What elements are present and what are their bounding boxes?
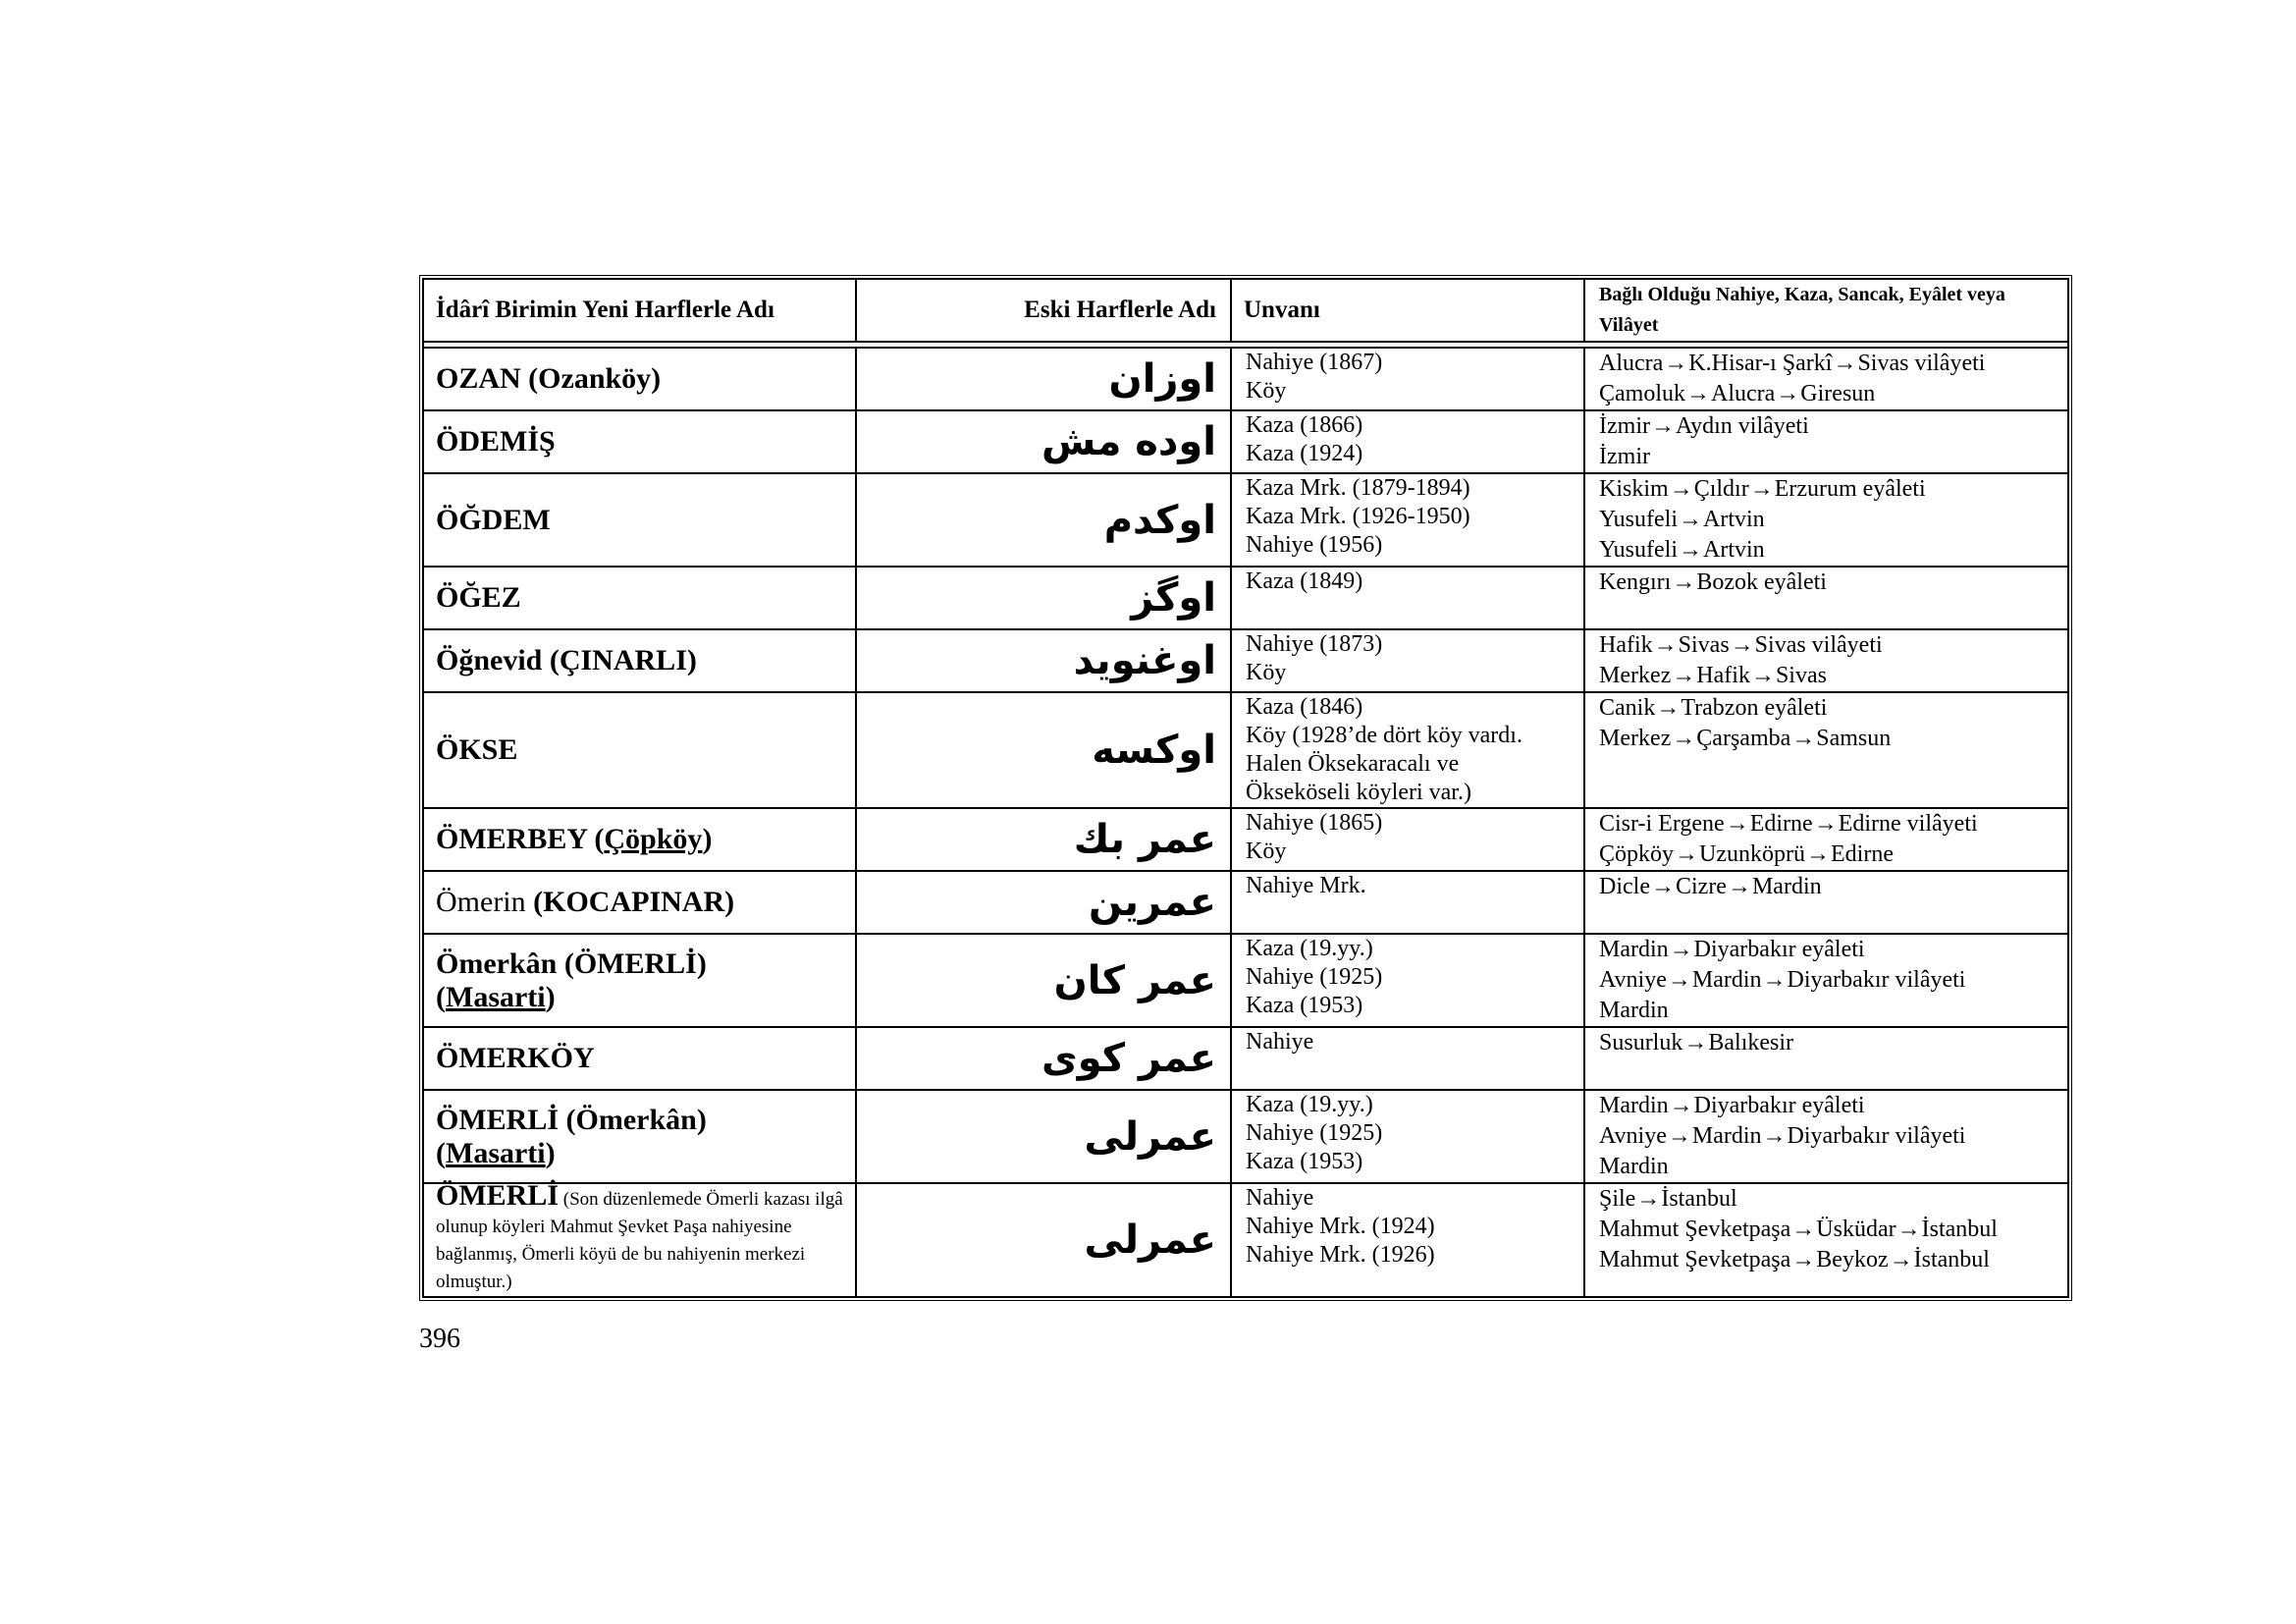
parent-line <box>1599 1028 2054 1058</box>
old-name-text: اوده مش <box>1041 419 1216 464</box>
parent-segment: Beykoz <box>1816 1247 1889 1272</box>
arrow-right-icon: → <box>1776 381 1800 406</box>
parent-segment: Edirne vilâyeti <box>1838 811 1978 837</box>
cell-name <box>423 692 856 808</box>
parent-segment: İzmir <box>1599 444 1650 469</box>
parent-segment: İzmir <box>1599 413 1650 439</box>
parent-segment: Mardin <box>1599 1093 1669 1118</box>
old-name-text: اوگز <box>1131 575 1216 621</box>
title-line: Köy <box>1246 660 1287 685</box>
parent-segment: Dicle <box>1599 874 1650 899</box>
cell-parent <box>1584 1090 2068 1183</box>
cell-old-name <box>856 567 1231 629</box>
arrow-right-icon: → <box>1725 811 1749 837</box>
parent-segment: Cisr-i Ergene <box>1599 811 1725 837</box>
cell-parent <box>1584 1027 2068 1090</box>
cell-old-name <box>856 348 1231 410</box>
parent-segment: İstanbul <box>1661 1186 1737 1212</box>
parent-segment: Artvin <box>1703 507 1765 532</box>
parent-line <box>1599 839 2054 870</box>
name-main: ÖDEMİŞ <box>436 425 556 458</box>
parent-segment: Kengırı <box>1599 569 1672 595</box>
arrow-right-icon: → <box>1653 632 1678 658</box>
name-main: ÖMERBEY ( <box>436 823 605 855</box>
parent-segment: Çöpköy <box>1599 841 1675 867</box>
title-line: Nahiye (1867) <box>1246 350 1383 375</box>
cell-title <box>1231 1027 1584 1090</box>
old-name-text: عمرلى <box>1084 1218 1216 1263</box>
arrow-right-icon: → <box>1683 1030 1708 1056</box>
parent-segment: Mardin <box>1691 967 1762 993</box>
parent-segment: Diyarbakır eyâleti <box>1693 1093 1865 1118</box>
cell-title <box>1231 473 1584 567</box>
table-row <box>423 692 2068 808</box>
title-line: Nahiye <box>1246 1029 1314 1055</box>
parent-line <box>1599 996 2054 1026</box>
parent-segment: Mardin <box>1599 998 1669 1023</box>
parent-segment: Avniye <box>1599 1123 1667 1149</box>
parent-segment: Edirne <box>1831 841 1894 867</box>
arrow-right-icon: → <box>1664 351 1688 376</box>
title-line: Kaza (1849) <box>1246 568 1363 594</box>
parent-segment: Sivas vilâyeti <box>1857 351 1986 376</box>
title-line: Kaza (1953) <box>1246 993 1363 1018</box>
table-row <box>423 871 2068 934</box>
title-line: Nahiye (1873) <box>1246 631 1383 657</box>
arrow-right-icon: → <box>1672 663 1696 688</box>
title-line: Kaza (1846) <box>1246 694 1363 720</box>
parent-segment: Cizre <box>1675 874 1727 899</box>
name-main: ÖMERKÖY <box>436 1042 595 1074</box>
arrow-right-icon: → <box>1669 937 1693 962</box>
parent-segment: Balıkesir <box>1708 1030 1794 1056</box>
cell-title <box>1231 410 1584 473</box>
old-name-text: عمرين <box>1088 880 1216 925</box>
cell-title <box>1231 934 1584 1027</box>
arrow-right-icon: → <box>1896 1217 1921 1242</box>
parent-segment: Avniye <box>1599 967 1667 993</box>
cell-name <box>423 1027 856 1090</box>
header-title: Unvanı <box>1231 279 1584 342</box>
arrow-right-icon: → <box>1636 1186 1661 1212</box>
arrow-right-icon: → <box>1791 726 1816 751</box>
title-line: Nahiye Mrk. (1924) <box>1246 1214 1435 1239</box>
parent-segment: Canik <box>1599 695 1656 721</box>
parent-segment: Çarşamba <box>1696 726 1791 751</box>
cell-old-name <box>856 1183 1231 1297</box>
arrow-right-icon: → <box>1749 476 1774 502</box>
arrow-right-icon: → <box>1727 874 1751 899</box>
table-row <box>423 567 2068 629</box>
title-line: Kaza Mrk. (1926-1950) <box>1246 504 1470 529</box>
cell-name <box>423 934 856 1027</box>
cell-name <box>423 348 856 410</box>
title-line: Kaza (1924) <box>1246 441 1363 466</box>
parent-line <box>1599 693 2054 724</box>
title-line: Kaza (19.yy.) <box>1246 936 1373 961</box>
name-tail: ) <box>545 980 556 1013</box>
parent-line <box>1599 349 2054 379</box>
cell-title <box>1231 348 1584 410</box>
parent-segment: Erzurum eyâleti <box>1774 476 1926 502</box>
arrow-right-icon: → <box>1669 476 1693 502</box>
parent-segment: Mardin <box>1599 937 1669 962</box>
parent-segment: Mardin <box>1599 1154 1669 1179</box>
parent-line <box>1599 505 2054 535</box>
cell-parent <box>1584 410 2068 473</box>
table-row <box>423 473 2068 567</box>
name-tail: ) <box>545 1136 556 1169</box>
arrow-right-icon: → <box>1730 632 1754 658</box>
arrow-right-icon: → <box>1813 811 1838 837</box>
parent-segment: Edirne <box>1749 811 1813 837</box>
cell-old-name <box>856 1027 1231 1090</box>
old-name-text: اوغنويد <box>1073 638 1216 683</box>
cell-name <box>423 1179 856 1297</box>
parent-segment: Bozok eyâleti <box>1696 569 1827 595</box>
arrow-right-icon: → <box>1667 967 1691 993</box>
table-row <box>423 934 2068 1027</box>
cell-old-name <box>856 692 1231 808</box>
arrow-right-icon: → <box>1791 1247 1816 1272</box>
name-underlined: Çöpköy <box>604 823 703 855</box>
title-line: Kaza (1866) <box>1246 412 1363 438</box>
cell-parent <box>1584 1183 2068 1297</box>
district-table <box>419 275 2072 1301</box>
old-name-text: عمر كان <box>1053 957 1216 1003</box>
cell-title <box>1231 871 1584 934</box>
arrow-right-icon: → <box>1650 413 1675 439</box>
name-underlined: Masarti <box>446 980 546 1013</box>
arrow-right-icon: → <box>1806 841 1830 867</box>
name-main: (KOCAPINAR) <box>533 886 735 918</box>
old-name-text: عمر بك <box>1073 817 1216 862</box>
table-row <box>423 1183 2068 1297</box>
cell-title <box>1231 567 1584 629</box>
cell-title <box>1231 692 1584 808</box>
parent-segment: İstanbul <box>1921 1217 1998 1242</box>
parent-segment: Çıldır <box>1693 476 1749 502</box>
parent-line <box>1599 568 2054 598</box>
title-line: Nahiye <box>1246 1185 1314 1211</box>
parent-segment: Uzunköprü <box>1699 841 1805 867</box>
cell-parent <box>1584 629 2068 692</box>
arrow-right-icon: → <box>1750 663 1775 688</box>
parent-line <box>1599 1152 2054 1182</box>
parent-segment: Hafik <box>1599 632 1653 658</box>
arrow-right-icon: → <box>1656 695 1681 721</box>
table-row <box>423 808 2068 871</box>
name-note: (Son düzenlemede Ömerli kazası ilgâ olunup köyleri Mahmut Şevket Paşa nahiyesine bağlanmış, Ömerli köyü de bu nahiyenin merkezi olmuştur.) <box>436 1189 843 1292</box>
title-line: Kaza (1953) <box>1246 1149 1363 1174</box>
parent-segment: Mardin <box>1751 874 1822 899</box>
parent-segment: Üsküdar <box>1816 1217 1896 1242</box>
parent-line <box>1599 442 2054 472</box>
name-main: ÖMERLİ (Ömerkân) <box>436 1103 707 1136</box>
name-plain: Ömerin <box>436 886 526 918</box>
cell-parent <box>1584 871 2068 934</box>
parent-segment: Alucra <box>1711 381 1776 406</box>
old-name-text: اوكدم <box>1103 497 1216 543</box>
parent-segment: İstanbul <box>1913 1247 1990 1272</box>
name-paren-open: ( <box>436 1136 446 1169</box>
arrow-right-icon: → <box>1889 1247 1913 1272</box>
arrow-right-icon: → <box>1672 726 1696 751</box>
parent-line <box>1599 379 2054 409</box>
name-paren-open: ( <box>436 980 446 1013</box>
parent-segment: Merkez <box>1599 726 1672 751</box>
old-name-text: اوكسه <box>1092 728 1216 773</box>
arrow-right-icon: → <box>1669 1093 1693 1118</box>
parent-line <box>1599 411 2054 442</box>
cell-parent <box>1584 473 2068 567</box>
parent-segment: Samsun <box>1816 726 1892 751</box>
arrow-right-icon: → <box>1679 507 1702 532</box>
parent-segment: Mardin <box>1691 1123 1762 1149</box>
parent-segment: Alucra <box>1599 351 1664 376</box>
parent-segment: Merkez <box>1599 663 1672 688</box>
parent-segment: Yusufeli <box>1599 537 1678 563</box>
cell-name <box>423 871 856 934</box>
cell-old-name <box>856 871 1231 934</box>
table-row <box>423 629 2068 692</box>
cell-parent <box>1584 808 2068 871</box>
parent-line <box>1599 935 2054 965</box>
title-line: Nahiye Mrk. <box>1246 873 1366 898</box>
name-tail: ) <box>702 823 713 855</box>
name-main: Ömerkân (ÖMERLİ) <box>436 947 707 980</box>
arrow-right-icon: → <box>1679 537 1702 563</box>
name-main: ÖĞDEM <box>436 503 551 536</box>
parent-line <box>1599 1091 2054 1121</box>
parent-segment: Kiskim <box>1599 476 1669 502</box>
parent-segment: Mahmut Şevketpaşa <box>1599 1247 1791 1272</box>
arrow-right-icon: → <box>1686 381 1710 406</box>
arrow-right-icon: → <box>1650 874 1675 899</box>
parent-segment: Hafik <box>1696 663 1750 688</box>
cell-title <box>1231 629 1584 692</box>
title-line: Köy <box>1246 839 1287 864</box>
title-line: Köy (1928’de dört köy vardı. <box>1246 723 1522 748</box>
cell-old-name <box>856 629 1231 692</box>
header-old-name: Eski Harflerle Adı <box>856 279 1231 342</box>
title-line: Nahiye (1925) <box>1246 964 1383 990</box>
name-main: ÖKSE <box>436 733 518 766</box>
old-name-text: عمرلى <box>1084 1113 1216 1160</box>
parent-segment: Aydın vilâyeti <box>1675 413 1809 439</box>
parent-segment: Artvin <box>1703 537 1765 563</box>
name-underlined: Masarti <box>446 1136 546 1169</box>
name-main: Öğnevid (ÇINARLI) <box>436 644 697 677</box>
parent-segment: Sivas vilâyeti <box>1754 632 1883 658</box>
cell-name <box>423 629 856 692</box>
table-header-row <box>423 279 2068 342</box>
arrow-right-icon: → <box>1762 967 1787 993</box>
parent-segment: Susurluk <box>1599 1030 1683 1056</box>
parent-segment: Sivas <box>1678 632 1730 658</box>
parent-line <box>1599 630 2054 661</box>
parent-line <box>1599 809 2054 839</box>
table-row <box>423 348 2068 410</box>
parent-line <box>1599 965 2054 996</box>
parent-segment: K.Hisar-ı Şarkî <box>1688 351 1833 376</box>
parent-line <box>1599 724 2054 754</box>
arrow-right-icon: → <box>1791 1217 1816 1242</box>
parent-segment: Diyarbakır vilâyeti <box>1787 967 1966 993</box>
parent-segment: Sivas <box>1775 663 1827 688</box>
arrow-right-icon: → <box>1675 841 1699 867</box>
parent-line <box>1599 1184 2054 1215</box>
table-row <box>423 410 2068 473</box>
old-name-text: اوزان <box>1108 356 1216 402</box>
parent-line <box>1599 1215 2054 1245</box>
cell-old-name <box>856 934 1231 1027</box>
old-name-text: عمر كوى <box>1041 1036 1216 1081</box>
page-number: 396 <box>419 1324 460 1354</box>
parent-segment: Trabzon eyâleti <box>1681 695 1828 721</box>
cell-name <box>423 410 856 473</box>
table-row <box>423 1090 2068 1183</box>
cell-title <box>1231 1090 1584 1183</box>
arrow-right-icon: → <box>1762 1123 1787 1149</box>
parent-segment: Şile <box>1599 1186 1636 1212</box>
cell-name <box>423 1090 856 1183</box>
parent-line <box>1599 661 2054 691</box>
arrow-right-icon: → <box>1833 351 1857 376</box>
cell-name <box>423 808 856 871</box>
title-line: Nahiye (1956) <box>1246 532 1383 558</box>
header-name: İdârî Birimin Yeni Harflerle Adı <box>423 279 856 342</box>
title-line: Öksekӧseli köyleri var.) <box>1246 780 1471 805</box>
cell-parent <box>1584 934 2068 1027</box>
cell-parent <box>1584 348 2068 410</box>
title-line: Kaza Mrk. (1879-1894) <box>1246 475 1470 501</box>
parent-line <box>1599 474 2054 505</box>
name-main: OZAN (Ozanköy) <box>436 362 662 395</box>
cell-parent <box>1584 567 2068 629</box>
cell-name <box>423 473 856 567</box>
title-line: Köy <box>1246 378 1287 404</box>
cell-old-name <box>856 473 1231 567</box>
parent-segment: Giresun <box>1800 381 1876 406</box>
cell-title <box>1231 808 1584 871</box>
parent-line <box>1599 535 2054 566</box>
parent-segment: Diyarbakır vilâyeti <box>1787 1123 1966 1149</box>
header-parent: Bağlı Olduğu Nahiye, Kaza, Sancak, Eyâlet veya Vilâyet <box>1584 279 2068 342</box>
cell-parent <box>1584 692 2068 808</box>
parent-line <box>1599 1121 2054 1152</box>
arrow-right-icon: → <box>1667 1123 1691 1149</box>
cell-old-name <box>856 410 1231 473</box>
title-line: Halen Öksekaracalı ve <box>1246 751 1460 777</box>
cell-old-name <box>856 808 1231 871</box>
title-line: Nahiye Mrk. (1926) <box>1246 1242 1435 1268</box>
parent-segment: Diyarbakır eyâleti <box>1693 937 1865 962</box>
table-row <box>423 1027 2068 1090</box>
name-main: ÖĞEZ <box>436 581 521 614</box>
cell-name <box>423 567 856 629</box>
arrow-right-icon: → <box>1672 569 1696 595</box>
cell-old-name <box>856 1090 1231 1183</box>
title-line: Nahiye (1925) <box>1246 1120 1383 1146</box>
parent-line <box>1599 1245 2054 1275</box>
parent-segment: Mahmut Şevketpaşa <box>1599 1217 1791 1242</box>
parent-segment: Çamoluk <box>1599 381 1685 406</box>
parent-line <box>1599 872 2054 902</box>
parent-segment: Yusufeli <box>1599 507 1678 532</box>
title-line: Nahiye (1865) <box>1246 810 1383 836</box>
name-main: ÖMERLİ <box>436 1179 560 1212</box>
title-line: Kaza (19.yy.) <box>1246 1092 1373 1117</box>
cell-title <box>1231 1183 1584 1297</box>
